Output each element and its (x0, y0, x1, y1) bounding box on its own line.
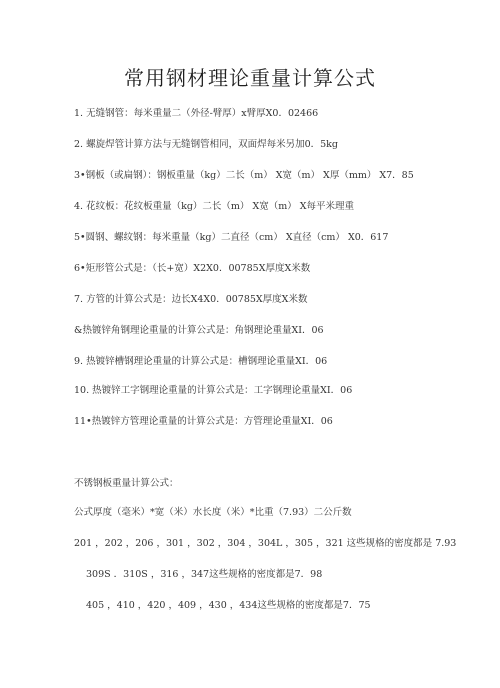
stainless-heading: 不锈钢板重量计算公式： (74, 478, 179, 489)
formula-line: 6•矩形管公式是：（长+宽）X2X0．00785X厚度X米数 (74, 263, 311, 274)
formula-line: 11•热镀锌方管理论重量的计算公式是：方管理论重量XI．06 (74, 416, 333, 427)
formula-line: &热镀锌角钢理论重量的计算公式是：角钢理论重量XI．06 (74, 325, 324, 336)
formula-line: 9. 热镀锌槽钢理论重量的计算公式是：槽钢理论重量XI．06 (74, 356, 328, 367)
stainless-grade-line: 309S ．310S ，316 ，347这些规格的密度都是7．98 (86, 569, 323, 580)
formula-line: 10. 热镀锌工字钢理论重量的计算公式是：工字钢理论重量XI．06 (74, 385, 353, 396)
stainless-grade-line: 201 ，202 ，206 ，301 ，302 ，304 ，304L ，305 ，321 这些规格的密度都是 7.93 (74, 538, 457, 549)
formula-line: 7. 方管的计算公式是：边长X4X0．00785X厚度X米数 (74, 294, 308, 305)
formula-line: 2. 螺旋焊管计算方法与无缝钢管相同，双面焊每米另加0．5kg (74, 139, 339, 150)
stainless-grade-line: 405 ，410 ，420 ，409 ，430 ，434这些规格的密度都是7．75 (86, 600, 371, 611)
formula-line: 4. 花纹板：花纹板重量（kg）二长（m） X宽（m） X每平米理重 (74, 201, 355, 212)
stainless-formula: 公式厚度（毫米）*宽（米）水长度（米）*比重（7.93）二公斤数 (74, 507, 352, 518)
formula-line: 1. 无缝钢管：每米重量二（外径-臂厚）x臂厚X0．02466 (74, 108, 319, 119)
document-title: 常用钢材理论重量计算公式 (124, 66, 376, 90)
formula-line: 3•钢板（或扁钢）：钢板重量（kg）二长（m） X宽（m） X厚（mm） X7．85 (74, 170, 414, 181)
formula-line: 5•圆钢、螺纹钢：每米重量（kg）二直径（cm） X直径（cm） X0．617 (74, 232, 389, 243)
